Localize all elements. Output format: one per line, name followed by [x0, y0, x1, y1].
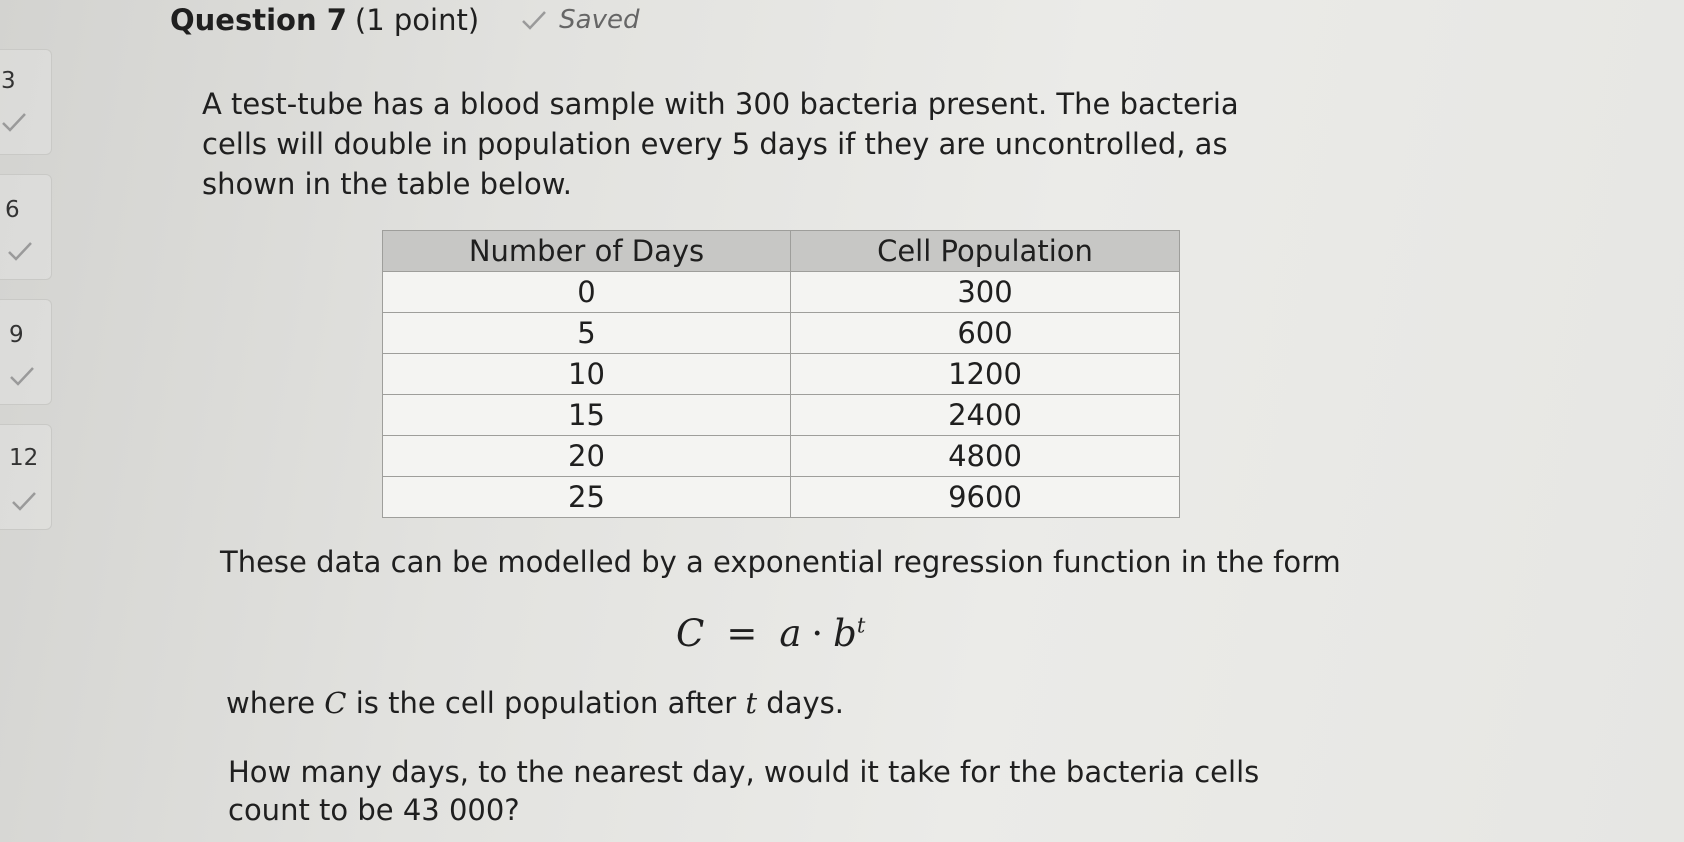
table-row [383, 354, 1180, 395]
check-icon [11, 491, 37, 511]
variable-t: t [745, 686, 758, 720]
cell-population: 1200 [791, 354, 1180, 395]
formula-a: a [779, 612, 802, 655]
formula [676, 612, 865, 655]
formula-dot: · [811, 612, 824, 655]
nav-item-number: 12 [9, 445, 39, 471]
where-part-2: is the cell population after [346, 686, 746, 720]
saved-label: Saved [559, 5, 640, 35]
table-row [383, 313, 1180, 354]
where-part-1: where [226, 686, 325, 720]
cell-days: 0 [383, 272, 791, 313]
cell-population: 4800 [791, 436, 1180, 477]
question-ask: How many days, to the nearest day, would it take for the bacteria cells count to be 43 000? [228, 755, 1260, 827]
check-icon [7, 241, 33, 261]
variable-c: C [324, 686, 347, 720]
cell-population: 2400 [791, 395, 1180, 436]
formula-base: b [833, 612, 857, 655]
cell-days: 25 [383, 477, 791, 518]
question-points: (1 point) [354, 3, 480, 37]
header-cell-population: Cell Population [791, 231, 1180, 272]
nav-item-number: 3 [1, 68, 16, 94]
question-prompt: A test-tube has a blood sample with 300 bacteria present. The bacteria cells will double in population every 5 days if they are uncontrolled, as shown in the table below. [202, 87, 1239, 201]
cell-days: 20 [383, 436, 791, 477]
cell-population: 600 [791, 313, 1180, 354]
data-table [382, 230, 1180, 518]
cell-days: 10 [383, 354, 791, 395]
cell-days: 15 [383, 395, 791, 436]
table-row [383, 477, 1180, 518]
check-icon [521, 10, 547, 30]
nav-item-number: 9 [9, 322, 24, 348]
header-number-of-days: Number of Days [383, 231, 791, 272]
nav-item-6[interactable] [0, 174, 52, 280]
formula-exponent: t [856, 613, 866, 638]
formula-equals: = [726, 612, 758, 655]
cell-population: 9600 [791, 477, 1180, 518]
nav-item-9[interactable] [0, 299, 52, 405]
table-row [383, 436, 1180, 477]
nav-item-12[interactable] [0, 424, 52, 530]
question-header [170, 0, 639, 40]
model-description: These data can be modelled by a exponential regression function in the form [220, 545, 1341, 579]
cell-population: 300 [791, 272, 1180, 313]
table-header-row [383, 231, 1180, 272]
table-row [383, 272, 1180, 313]
where-part-3: days. [757, 686, 844, 720]
question-title: Question 7 [170, 3, 347, 37]
nav-item-number: 6 [5, 197, 20, 223]
formula-lhs: C [676, 612, 705, 655]
nav-item-3[interactable] [0, 49, 52, 155]
variable-definition [226, 686, 844, 720]
table-row [383, 395, 1180, 436]
check-icon [1, 112, 27, 132]
saved-status [521, 5, 639, 35]
cell-days: 5 [383, 313, 791, 354]
check-icon [9, 366, 35, 386]
